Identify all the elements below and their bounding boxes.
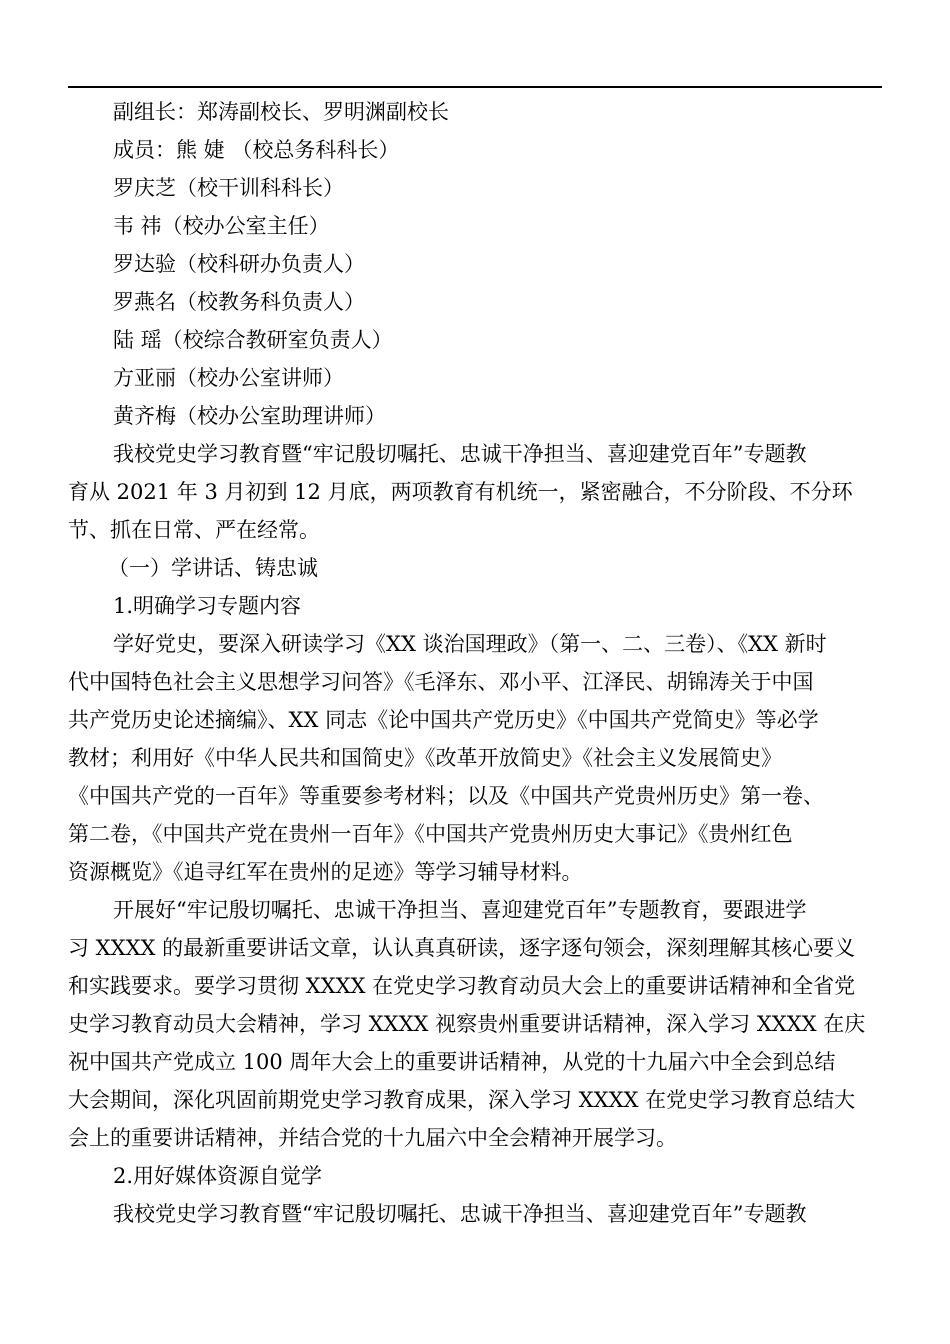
speeches-paragraph-line: 史学习教育动员大会精神，学习 XXXX 视察贵州重要讲话精神，深入学习 XXXX 在庆 bbox=[68, 1012, 866, 1036]
member-line: 黄齐梅（校办公室助理讲师） bbox=[113, 404, 386, 428]
materials-paragraph-line: 教材；利用好《中华人民共和国简史》《改革开放简史》《社会主义发展简史》 bbox=[68, 746, 782, 770]
member-line: 罗燕名（校教务科负责人） bbox=[113, 290, 365, 314]
member-line: 罗庆芝（校干训科科长） bbox=[113, 176, 344, 200]
speeches-paragraph-line: 开展好“牢记殷切嘱托、忠诚干净担当、喜迎建党百年”专题教育，要跟进学 bbox=[113, 898, 807, 922]
materials-paragraph-line: 共产党历史论述摘编》、XX 同志《论中国共产党历史》《中国共产党简史》等必学 bbox=[68, 708, 819, 732]
subsection-heading: 2.用好媒体资源自觉学 bbox=[113, 1164, 323, 1188]
speeches-paragraph-line: 祝中国共产党成立 100 周年大会上的重要讲话精神，从党的十九届六中全会到总结 bbox=[68, 1050, 836, 1074]
media-paragraph-line: 我校党史学习教育暨“牢记殷切嘱托、忠诚干净担当、喜迎建党百年”专题教 bbox=[113, 1202, 807, 1226]
header-rule bbox=[68, 86, 882, 88]
section-heading: （一）学讲话、铸忠诚 bbox=[108, 556, 318, 580]
speeches-paragraph-line: 和实践要求。要学习贯彻 XXXX 在党史学习教育动员大会上的重要讲话精神和全省党 bbox=[68, 974, 856, 998]
materials-paragraph-line: 第二卷，《中国共产党在贵州一百年》《中国共产党贵州历史大事记》《贵州红色 bbox=[68, 822, 793, 846]
intro-paragraph-line: 我校党史学习教育暨“牢记殷切嘱托、忠诚干净担当、喜迎建党百年”专题教 bbox=[113, 442, 807, 466]
materials-paragraph-line: 学好党史，要深入研读学习《XX 谈治国理政》（第一、二、三卷）、《XX 新时 bbox=[113, 632, 827, 656]
document-page bbox=[68, 93, 882, 1233]
intro-paragraph-line: 育从 2021 年 3 月初到 12 月底，两项教育有机统一，紧密融合，不分阶段、不分环 bbox=[68, 480, 853, 504]
speeches-paragraph-line: 大会期间，深化巩固前期党史学习教育成果，深入学习 XXXX 在党史学习教育总结大 bbox=[68, 1088, 856, 1112]
speeches-paragraph-line: 习 XXXX 的最新重要讲话文章，认认真真研读，逐字逐句领会，深刻理解其核心要义 bbox=[68, 936, 856, 960]
member-line: 罗达验（校科研办负责人） bbox=[113, 252, 365, 276]
member-line: 方亚丽（校办公室讲师） bbox=[113, 366, 344, 390]
speeches-paragraph-line: 会上的重要讲话精神，并结合党的十九届六中全会精神开展学习。 bbox=[68, 1126, 677, 1150]
materials-paragraph-line: 资源概览》《追寻红军在贵州的足迹》等学习辅导材料。 bbox=[68, 860, 583, 884]
materials-paragraph-line: 代中国特色社会主义思想学习问答》《毛泽东、邓小平、江泽民、胡锦涛关于中国 bbox=[68, 670, 814, 694]
member-line: 陆 瑶（校综合教研室负责人） bbox=[113, 328, 393, 352]
intro-paragraph-line: 节、抓在日常、严在经常。 bbox=[68, 518, 320, 542]
subsection-heading: 1.明确学习专题内容 bbox=[113, 594, 302, 618]
materials-paragraph-line: 《中国共产党的一百年》等重要参考材料；以及《中国共产党贵州历史》第一卷、 bbox=[68, 784, 824, 808]
member-line: 副组长：郑涛副校长、罗明渊副校长 bbox=[113, 100, 449, 124]
member-line: 成员：熊 婕 （校总务科科长） bbox=[113, 138, 400, 162]
member-line: 韦 祎（校办公室主任） bbox=[113, 214, 330, 238]
